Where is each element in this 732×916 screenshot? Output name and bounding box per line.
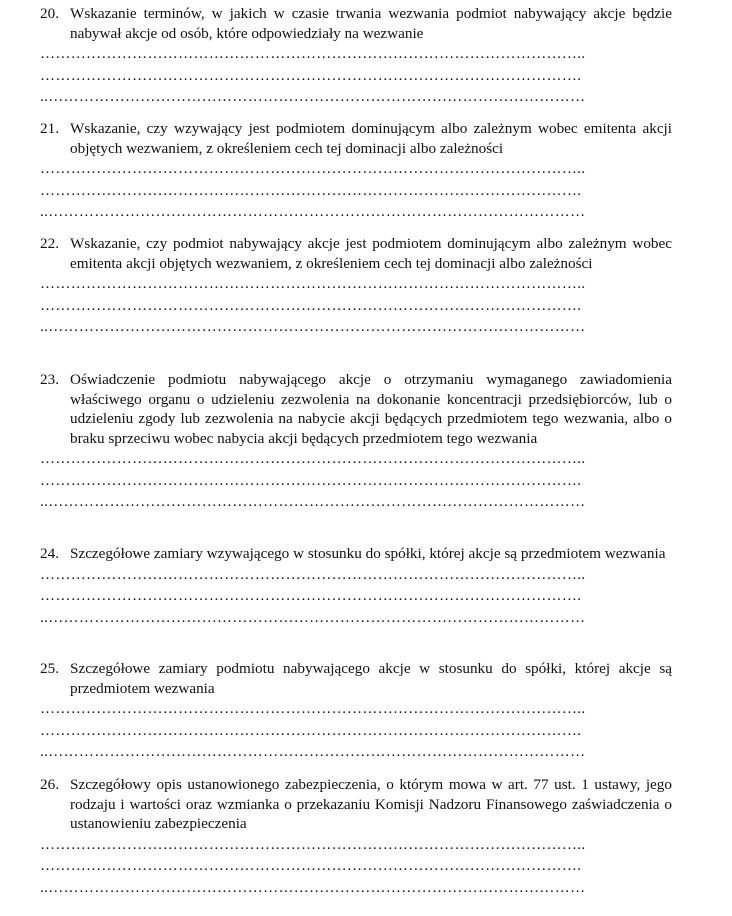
item-text: Szczegółowe zamiary podmiotu nabywającego akcje w stosunku do spółki, której akcje są przedmiotem wezwania [70, 660, 672, 697]
fill-line: …………………………………………………………………………………………….. [40, 566, 586, 583]
fill-line: …………………………………………………………………………………………….. [40, 701, 586, 717]
item-26 [40, 775, 672, 898]
fill-line: …………………………………………………………………………………………….. [40, 836, 586, 853]
item-heading [40, 544, 672, 564]
fill-line: ……………………………………………………………………………………………. [40, 858, 582, 874]
item-heading [40, 775, 672, 834]
item-heading [40, 119, 672, 158]
item-text: Szczegółowe zamiary wzywającego w stosunku do spółki, której akcje są przedmiotem wezwania [70, 545, 666, 562]
fill-line: ……………………………………………………………………………………………. [40, 472, 582, 489]
item-21 [40, 119, 672, 223]
item-24 [40, 544, 672, 628]
fill-line: ..…………………………………………………………………………………………… [40, 319, 586, 335]
item-23 [40, 370, 672, 513]
item-heading [40, 234, 672, 273]
item-text: Wskazanie, czy wzywający jest podmiotem dominującym albo zależnym wobec emitenta akcji objętych wezwaniem, z określeniem cech tej dominacji albo zależności [70, 120, 672, 157]
item-heading [40, 659, 672, 698]
item-heading [40, 4, 672, 43]
fill-line: …………………………………………………………………………………………….. [40, 46, 586, 62]
fill-line: ..…………………………………………………………………………………………… [40, 494, 586, 510]
item-number: 20. [40, 5, 59, 22]
item-number: 22. [40, 235, 59, 252]
item-number: 24. [40, 545, 59, 562]
fill-line: …………………………………………………………………………………………….. [40, 161, 586, 177]
fill-line: ……………………………………………………………………………………………. [40, 297, 582, 314]
item-text: Wskazanie, czy podmiot nabywający akcje jest podmiotem dominującym albo zależnym wobec emitenta akcji objętych wezwaniem, z określeniem cech tej dominacji albo zależności [70, 235, 672, 272]
item-20 [40, 4, 672, 108]
fill-line: …………………………………………………………………………………………….. [40, 451, 586, 467]
item-number: 23. [40, 371, 59, 388]
fill-line: ……………………………………………………………………………………………. [40, 182, 582, 199]
fill-line: ..…………………………………………………………………………………………… [40, 204, 586, 220]
fill-line: ..…………………………………………………………………………………………… [40, 744, 586, 760]
fill-line: ……………………………………………………………………………………………. [40, 588, 582, 604]
item-heading [40, 370, 672, 448]
item-25 [40, 659, 672, 763]
item-text: Oświadczenie podmiotu nabywającego akcje o otrzymaniu wymaganego zawiadomienia właściwego organu o udzieleniu zezwolenia na dokonanie koncentracji przedsiębiorców, lub o udzieleniu zgody lub zezwolenia na nabycie akcji będących przedmiotem tego wezwania, albo o braku sprzeciwu wobec nabycia akcji będących przedmiotem tego wezwania [70, 371, 672, 447]
fill-line: ..…………………………………………………………………………………………… [40, 609, 586, 626]
item-text: Wskazanie terminów, w jakich w czasie trwania wezwania podmiot nabywający akcje będzie nabywał akcje od osób, które odpowiedziały na wezwanie [70, 5, 672, 42]
fill-line: ..…………………………………………………………………………………………… [40, 89, 586, 105]
fill-line: ……………………………………………………………………………………………. [40, 722, 582, 739]
item-text: Szczegółowy opis ustanowionego zabezpieczenia, o którym mowa w art. 77 ust. 1 ustawy, jego rodzaju i wartości oraz wzmianka o przekazaniu Komisji Nadzoru Finansowego zaświadczenia o ustanowieniu zabezpieczenia [70, 776, 672, 832]
item-number: 21. [40, 120, 59, 137]
item-number: 26. [40, 776, 59, 793]
fill-line: ……………………………………………………………………………………………. [40, 67, 582, 84]
fill-line: …………………………………………………………………………………………….. [40, 276, 586, 292]
fill-line: ..…………………………………………………………………………………………… [40, 879, 586, 896]
item-number: 25. [40, 660, 59, 677]
item-22 [40, 234, 672, 338]
